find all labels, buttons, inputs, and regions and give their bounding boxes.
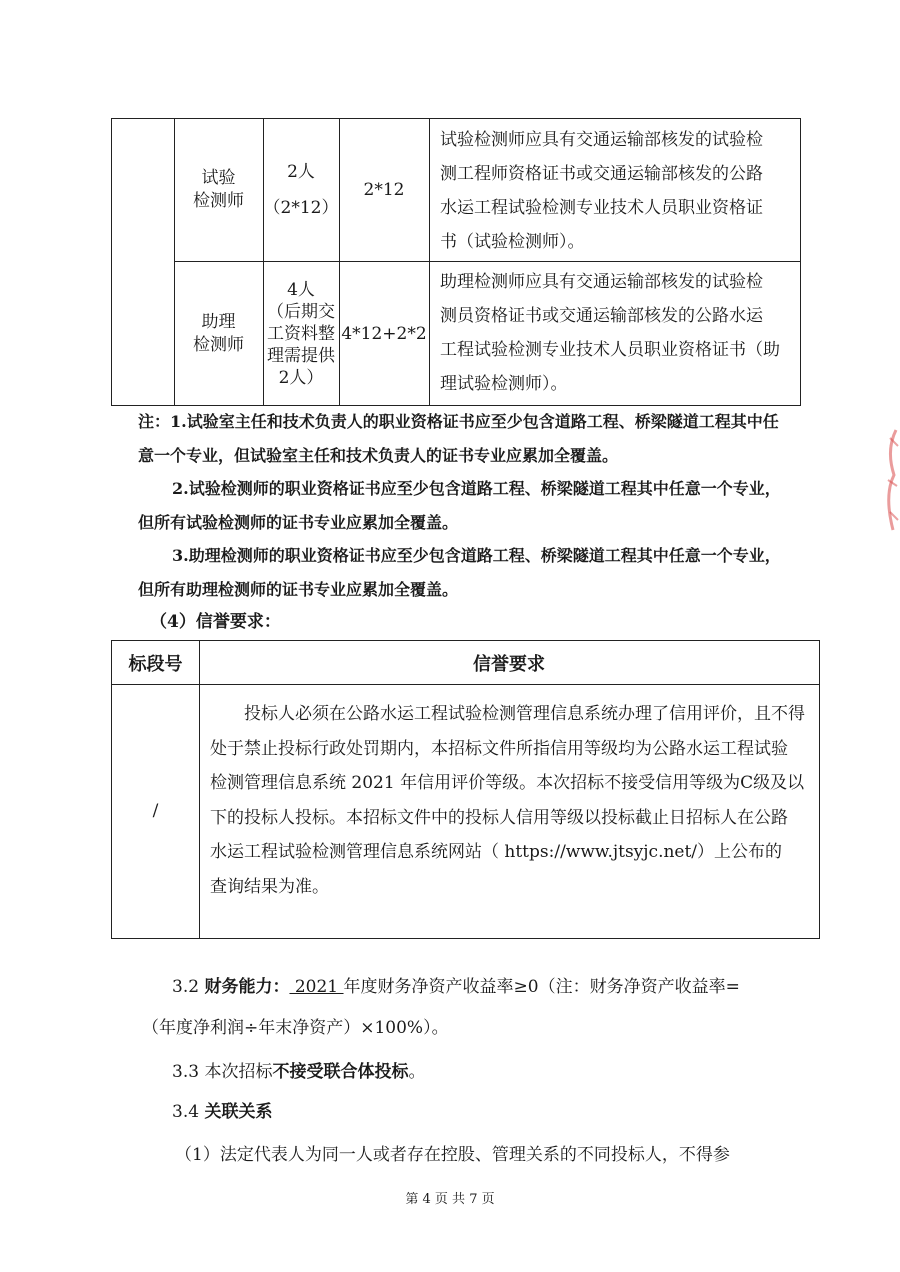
consortium-line: 3.3 本次招标不接受联合体投标。 [172,1062,426,1082]
credit-table [111,640,820,939]
staff-table [111,118,801,406]
related-heading: 3.4 关联关系 [172,1102,273,1122]
note-1: 注：1.试验室主任和技术负责人的职业资格证书应至少包含道路工程、桥梁隧道工程其中任 意一个专业，但试验室主任和技术负责人的证书专业应累加全覆盖。 [138,412,779,465]
count-cell: 4人 （后期交 工资料整 理需提供 2人） [267,280,335,388]
requirement-cell: 助理检测师应具有交通运输部核发的试验检 测员资格证书或交通运输部核发的公路水运 工程试验检测专业技术人员职业资格证书（助 理试验检测师）。 [440,272,780,394]
col-header-credit: 信誉要求 [473,653,545,675]
role-cell: 助理 检测师 [193,312,244,355]
section-cell: / [152,801,159,821]
related-item-1: （1）法定代表人为同一人或者存在控股、管理关系的不同投标人，不得参 [175,1145,730,1165]
calc-cell: 2*12 [363,179,405,200]
role-cell: 试验 检测师 [193,168,244,211]
finance-line-2: （年度净利润÷年末净资产）×100%）。 [142,1018,449,1038]
credit-heading: （4）信誉要求： [150,612,281,632]
calc-cell: 4*12+2*2 [341,323,427,344]
finance-line-1: 3.2 财务能力： 2021 年度财务净资产收益率≥0（注：财务净资产收益率= [172,977,740,997]
page-footer: 第 4 页 共 7 页 [405,1192,495,1207]
count-cell: 2人 （2*12） [263,162,339,218]
seal-stamp-icon [878,420,900,540]
note-3-second: 但所有助理检测师的证书专业应累加全覆盖。 [138,580,459,599]
col-header-section: 标段号 [128,653,183,675]
note-3-first: 3.助理检测师的职业资格证书应至少包含道路工程、桥梁隧道工程其中任意一个专业， [172,546,781,565]
credit-requirement-text: 投标人必须在公路水运工程试验检测管理信息系统办理了信用评价，且不得 处于禁止投标行政处罚期内，本招标文件所指信用等级均为公路水运工程试验 检测管理信息系统 2021 年信用评价等级。本次招标不接受信用等级为C级及以 下的投标人投标。本招标文件中的投标人信用等级以投标截止日招标人在公路 水运工程试验检测管理信息系统网站（ https://www.jtsyjc.net/）上公布的 查询结果为准。 [210,704,805,897]
requirement-cell: 试验检测师应具有交通运输部核发的试验检 测工程师资格证书或交通运输部核发的公路 水运工程试验检测专业技术人员职业资格证 书（试验检测师）。 [440,130,763,252]
note-2-second: 但所有试验检测师的证书专业应累加全覆盖。 [138,513,459,532]
note-2-first: 2.试验检测师的职业资格证书应至少包含道路工程、桥梁隧道工程其中任意一个专业， [172,479,781,498]
